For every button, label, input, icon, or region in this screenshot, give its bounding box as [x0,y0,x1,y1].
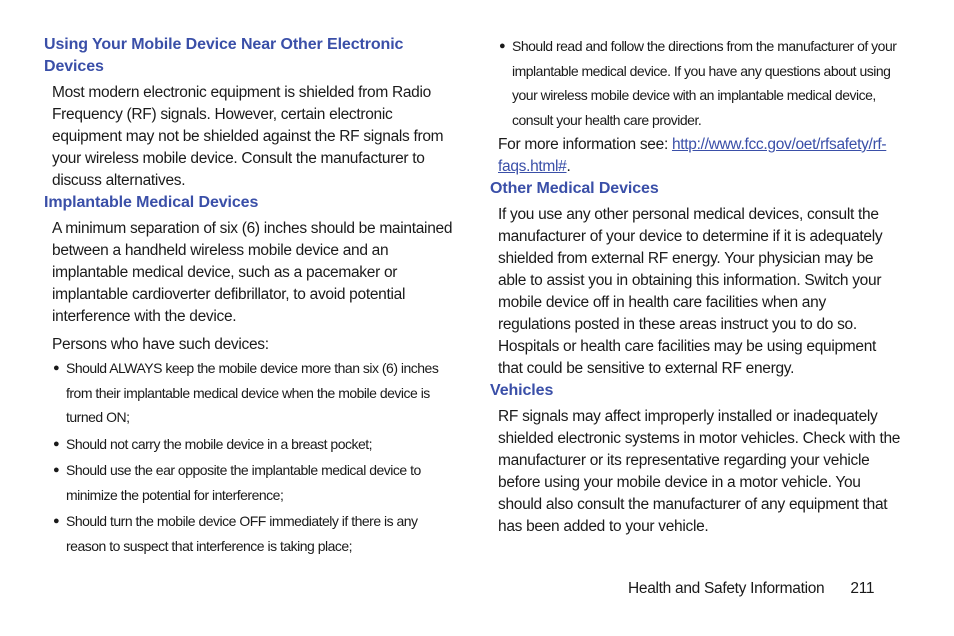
list-item [44,356,454,430]
heading-other-medical-devices: Other Medical Devices [490,180,659,197]
list-item-text: Should use the ear opposite the implantable medical device to minimize the potential for interference; [66,462,421,503]
list-item-text: Should not carry the mobile device in a breast pocket; [66,435,373,452]
list-item [44,432,454,457]
page-number: 211 [850,580,875,597]
list-item [490,34,902,132]
paragraph-persons: Persons who have such devices: [52,336,269,353]
paragraph-shielding: Most modern electronic equipment is shielded from Radio Frequency (RF) signals. However, certain electronic equipment may not be shielded against the RF signals from your wireless mobile device. Consult the manufacturer to discuss alternatives. [52,84,444,189]
left-column [44,34,454,560]
list-item [44,458,454,507]
paragraph-other-devices: If you use any other personal medical devices, consult the manufacturer of your device to determine if it is adequately shielded from external RF energy. Your physician may be able to assist you in obtaining this information. Switch your mobile device off in health care facilities when any regulations posted in these areas instruct you to do so. Hospitals or health care facilities may be using equipment that could be sensitive to external RF energy. [498,206,883,377]
more-info-label: For more information see: [498,136,672,153]
list-item [44,509,454,558]
paragraph-vehicles: RF signals may affect improperly installed or inadequately shielded electronic systems in motor vehicles. Check with the manufacturer or its representative regarding your vehicle before using your mobile device in a motor vehicle. You should also consult the manufacturer of any equipment that has been added to your vehicle. [498,408,901,535]
more-info-period: . [566,158,571,175]
implant-bullet-list-continued [490,34,902,132]
implant-bullet-list [44,356,454,558]
list-item-text: Should turn the mobile device OFF immediately if there is any reason to suspect that interference is taking place; [66,513,418,554]
bullet-icon: ● [53,464,60,476]
heading-vehicles: Vehicles [490,382,554,399]
right-column [490,34,902,538]
fcc-faq-link[interactable]: http://www.fcc.gov/oet/rfsafety/rf-faqs.html# [498,136,887,175]
bullet-icon: ● [499,40,506,52]
bullet-icon: ● [53,515,60,527]
bullet-icon: ● [53,362,60,374]
footer-section-title: Health and Safety Information [628,580,825,597]
list-item-text: Should read and follow the directions from the manufacturer of your implantable medical device. If you have any questions about using your wireless mobile device with an implantable medical device, consult your health care provider. [512,38,897,128]
bullet-icon: ● [53,437,60,450]
paragraph-separation: A minimum separation of six (6) inches should be maintained between a handheld wireless mobile device and an implantable medical device, such as a pacemaker or implantable cardioverter defibrillator, to avoid potential interference with the device. [52,220,453,325]
heading-nearby-electronics: Using Your Mobile Device Near Other Electronic Devices [44,36,404,75]
page-footer [628,578,874,600]
paragraph-more-info [498,134,902,178]
heading-implantable-devices: Implantable Medical Devices [44,194,259,211]
list-item-text: Should ALWAYS keep the mobile device more than six (6) inches from their implantable medical device when the mobile device is turned ON; [66,360,439,425]
